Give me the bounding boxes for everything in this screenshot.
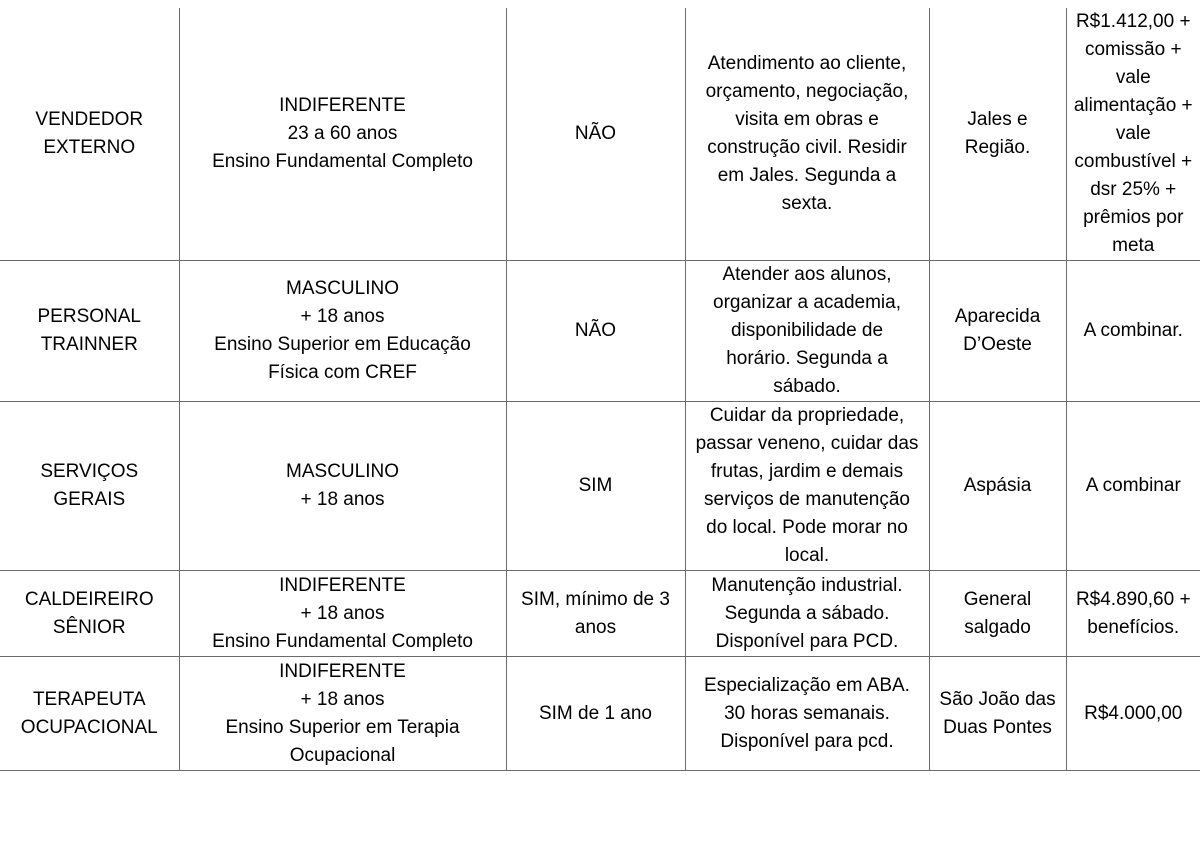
table-row	[0, 261, 1200, 402]
profile-cell: INDIFERENTE + 18 anos Ensino Fundamental Completo	[179, 571, 506, 657]
table-row	[0, 8, 1200, 261]
profile-cell: MASCULINO + 18 anos Ensino Superior em Educação Física com CREF	[179, 261, 506, 402]
experience-cell: SIM, mínimo de 3 anos	[506, 571, 685, 657]
experience-cell: NÃO	[506, 8, 685, 261]
salary-cell: A combinar	[1066, 402, 1200, 571]
location-cell: Aspásia	[929, 402, 1066, 571]
job-title-cell: PERSONAL TRAINNER	[0, 261, 179, 402]
job-title-cell: TERAPEUTA OCUPACIONAL	[0, 657, 179, 771]
profile-cell: INDIFERENTE + 18 anos Ensino Superior em Terapia Ocupacional	[179, 657, 506, 771]
job-listings-table	[0, 8, 1200, 771]
salary-cell: R$4.000,00	[1066, 657, 1200, 771]
salary-cell: A combinar.	[1066, 261, 1200, 402]
profile-cell: INDIFERENTE 23 a 60 anos Ensino Fundamental Completo	[179, 8, 506, 261]
salary-cell: R$1.412,00 + comissão + vale alimentação + vale combustível + dsr 25% + prêmios por meta	[1066, 8, 1200, 261]
job-title-cell: CALDEIREIRO SÊNIOR	[0, 571, 179, 657]
experience-cell: SIM	[506, 402, 685, 571]
job-title-cell: VENDEDOR EXTERNO	[0, 8, 179, 261]
table-row	[0, 571, 1200, 657]
location-cell: Jales e Região.	[929, 8, 1066, 261]
experience-cell: NÃO	[506, 261, 685, 402]
job-title-cell: SERVIÇOS GERAIS	[0, 402, 179, 571]
activities-cell: Especialização em ABA. 30 horas semanais. Disponível para pcd.	[685, 657, 929, 771]
activities-cell: Cuidar da propriedade, passar veneno, cuidar das frutas, jardim e demais serviços de manutenção do local. Pode morar no local.	[685, 402, 929, 571]
location-cell: Aparecida D’Oeste	[929, 261, 1066, 402]
activities-cell: Atendimento ao cliente, orçamento, negociação, visita em obras e construção civil. Residir em Jales. Segunda a sexta.	[685, 8, 929, 261]
experience-cell: SIM de 1 ano	[506, 657, 685, 771]
table-row	[0, 657, 1200, 771]
location-cell: General salgado	[929, 571, 1066, 657]
salary-cell: R$4.890,60 + benefícios.	[1066, 571, 1200, 657]
table-row	[0, 402, 1200, 571]
location-cell: São João das Duas Pontes	[929, 657, 1066, 771]
activities-cell: Atender aos alunos, organizar a academia, disponibilidade de horário. Segunda a sábado.	[685, 261, 929, 402]
profile-cell: MASCULINO + 18 anos	[179, 402, 506, 571]
activities-cell: Manutenção industrial. Segunda a sábado. Disponível para PCD.	[685, 571, 929, 657]
